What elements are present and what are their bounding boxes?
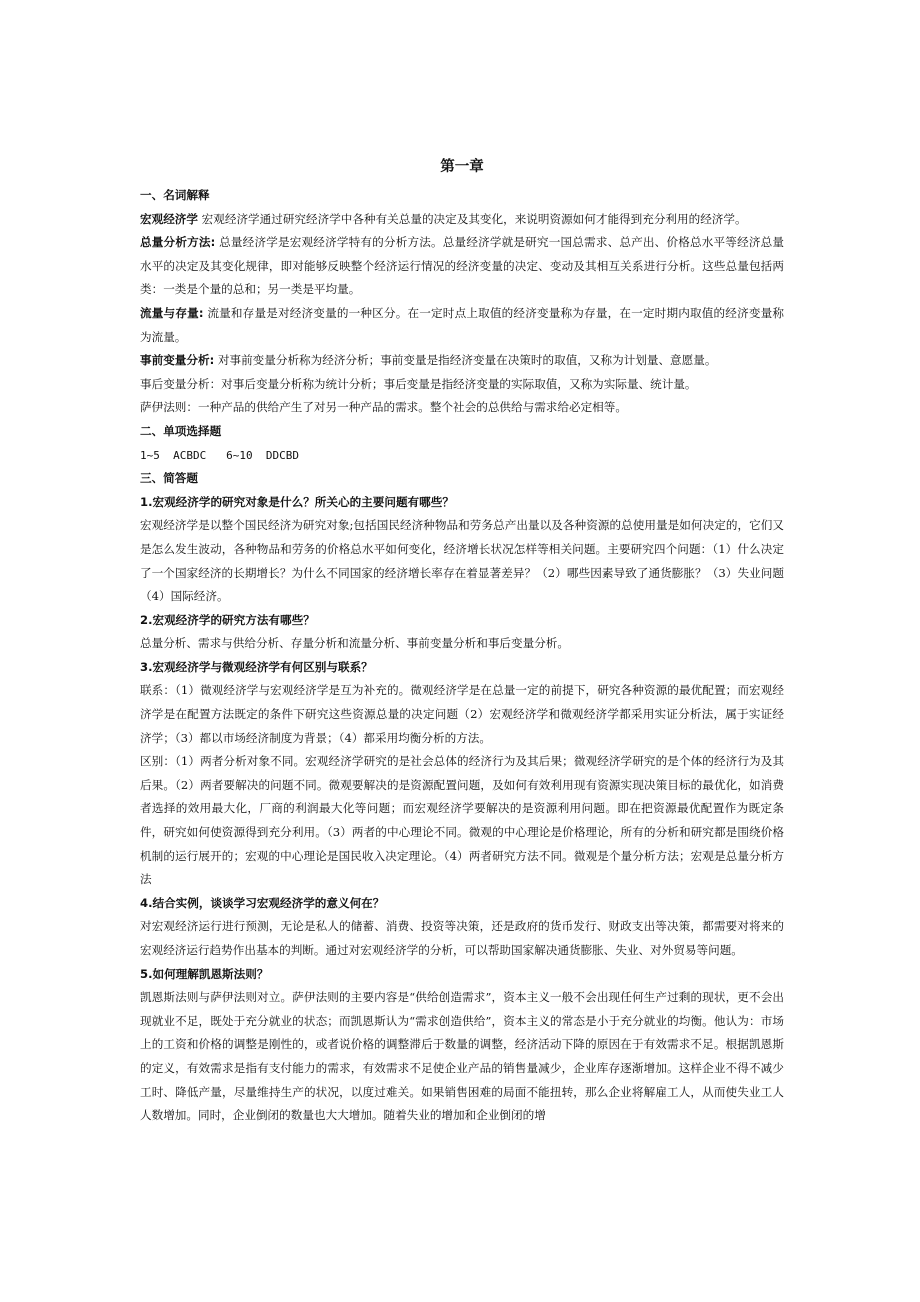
- definition-term: 事前变量分析:: [140, 353, 215, 368]
- definition-text: 萨伊法则：一种产品的供给产生了对另一种产品的需求。整个社会的总供给与需求给必定相等。: [140, 400, 627, 415]
- definition-paragraph: [140, 396, 784, 420]
- section-heading-definitions: 一、名词解释: [140, 188, 210, 202]
- section-heading-short-answer: 三、简答题: [140, 471, 198, 486]
- answer-paragraph: 对宏观经济运行进行预测，无论是私人的储蓄、消费、投资等决策，还是政府的货币发行、财政支出等决策，都需要对将来的宏观经济运行趋势作出基本的判断。通过对宏观经济学的分析，可以帮助国家解决通货膨胀、失业、对外贸易等问题。: [140, 919, 784, 957]
- chapter-title: 第一章: [440, 159, 484, 175]
- definition-term: 总量分析方法:: [140, 235, 216, 250]
- answer-paragraph: 总量分析、需求与供给分析、存量分析和流量分析、事前变量分析和事后变量分析。: [140, 636, 569, 651]
- document-page: [140, 150, 784, 1128]
- definition-paragraph: [140, 208, 784, 232]
- answer-paragraph: 宏观经济学是以整个国民经济为研究对象;包括国民经济种物品和劳务总产出量以及各种资源的总使用量是如何决定的，它们又是怎么发生波动，各种物品和劳务的价格总水平如何变化，经济增长状况怎样等相关问题。主要研究四个问题：（1）什么决定了一个国家经济的长期增长？为什么不同国家的经济增长率存在着显著差异？（2）哪些因素导致了通货膨胀？（3）失业问题（4）国际经济。: [140, 518, 784, 604]
- definition-paragraph: [140, 302, 784, 349]
- definition-text: 流量和存量是对经济变量的一种区分。在一定时点上取值的经济变量称为存量，在一定时期内取值的经济变量称为流量。: [140, 305, 784, 344]
- definition-text: 宏观经济学通过研究经济学中各种有关总量的决定及其变化，来说明资源如何才能得到充分利用的经济学。: [197, 211, 747, 226]
- definition-text: 事后变量分析：对事后变量分析称为统计分析；事后变量是指经济变量的实际取值，又称为实际量、统计量。: [140, 376, 697, 391]
- question-heading: 3.宏观经济学与微观经济学有何区别与联系？: [140, 659, 373, 674]
- answer-paragraph: 联系：（1）微观经济学与宏观经济学是互为补充的。微观经济学是在总量一定的前提下，研究各种资源的最优配置；而宏观经济学是在配置方法既定的条件下研究这些资源总量的决定问题（2）宏观经济学和微观经济学都采用实证分析法，属于实证经济学；（3）都以市场经济制度为背景；（4）都采用均衡分析的方法。: [140, 683, 784, 745]
- definition-text: 对事前变量分析称为经济分析；事前变量是指经济变量在决策时的取值，又称为计划量、意愿量。: [214, 353, 717, 368]
- definition-text: 总量经济学是宏观经济学特有的分析方法。总量经济学就是研究一国总需求、总产出、价格总水平等经济总量水平的决定及其变化规律，即对能够反映整个经济运行情况的经济变量的决定、变动及其相互关系进行分析。这些总量包括两类：一类是个量的总和；另一类是平均量。: [140, 235, 784, 297]
- definition-term: 流量与存量:: [140, 305, 204, 320]
- answer-key: 1~5 ACBDC 6~10 DDCBD: [140, 448, 299, 462]
- question-heading: 1.宏观经济学的研究对象是什么？所关心的主要问题有哪些？: [140, 494, 454, 509]
- question-heading: 2.宏观经济学的研究方法有哪些？: [140, 612, 315, 627]
- definition-paragraph: [140, 231, 784, 302]
- question-heading: 4.结合实例，谈谈学习宏观经济学的意义何在？: [140, 895, 385, 910]
- answer-paragraph: 凯恩斯法则与萨伊法则对立。萨伊法则的主要内容是“供给创造需求”，资本主义一般不会出现任何生产过剩的现状，更不会出现就业不足，既处于充分就业的状态；而凯恩斯认为“需求创造供给”，资本主义的常态是小于充分就业的均衡。他认为：市场上的工资和价格的调整是刚性的，或者说价格的调整滞后于数量的调整，经济活动下降的原因在于有效需求不足。根据凯恩斯的定义，有效需求是指有支付能力的需求，有效需求不足使企业产品的销售量减少，企业库存逐渐增加。这样企业不得不减少工时、降低产量，尽量维持生产的状况，以度过难关。如果销售困难的局面不能扭转，那么企业将解雇工人，从而使失业工人人数增加。同时，企业倒闭的数量也大大增加。随着失业的增加和企业倒闭的增: [140, 990, 784, 1123]
- definition-paragraph: [140, 349, 784, 373]
- question-heading: 5.如何理解凯恩斯法则？: [140, 966, 269, 981]
- definition-term: 宏观经济学: [140, 211, 198, 226]
- definition-paragraph: [140, 373, 784, 397]
- answer-paragraph: 区别：（1）两者分析对象不同。宏观经济学研究的是社会总体的经济行为及其后果；微观经济学研究的是个体的经济行为及其后果。（2）两者要解决的问题不同。微观要解决的是资源配置问题，及如何有效利用现有资源实现决策目标的最优化，如消费者选择的效用最大化，厂商的利润最大化等问题；而宏观经济学要解决的是资源利用问题。即在把资源最优配置作为既定条件，研究如何使资源得到充分利用。（3）两者的中心理论不同。微观的中心理论是价格理论，所有的分析和研究都是围绕价格机制的运行展开的；宏观的中心理论是国民收入决定理论。（4）两者研究方法不同。微观是个量分析方法；宏观是总量分析方法: [140, 754, 784, 887]
- section-heading-multiple-choice: 二、单项选择题: [140, 423, 222, 438]
